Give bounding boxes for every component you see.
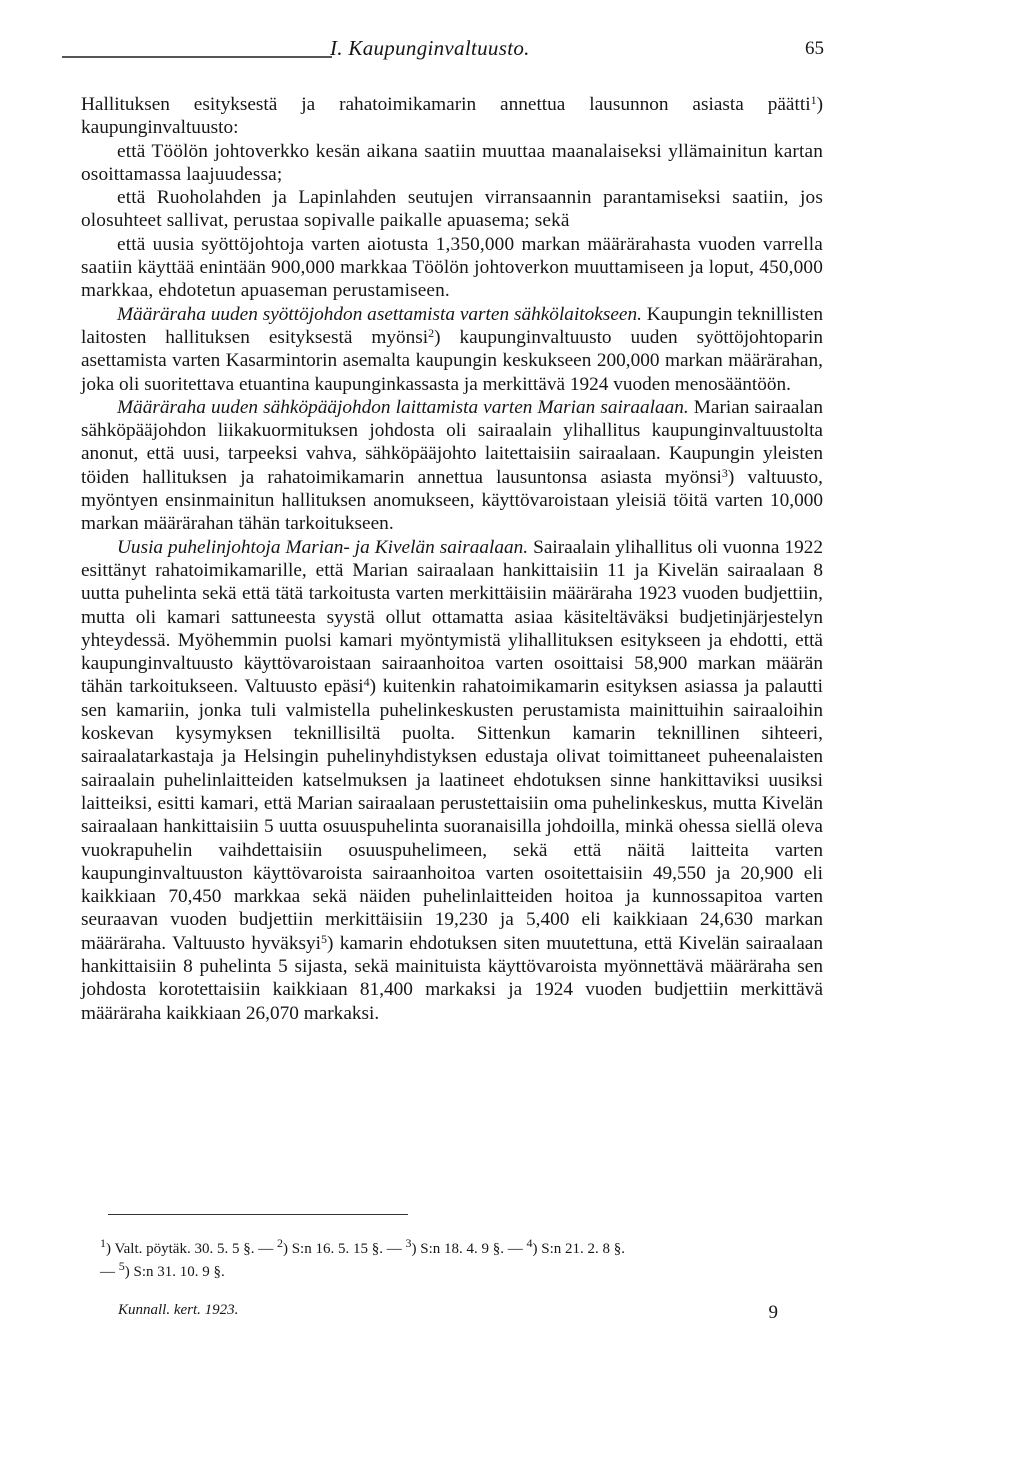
footnote-ref: 4 xyxy=(363,675,370,690)
footnote-dash: — xyxy=(100,1264,119,1280)
section-paragraph xyxy=(81,396,823,536)
footnotes xyxy=(100,1238,840,1284)
section-heading: Määräraha uuden syöttöjohdon asettamista varten sähkölaitokseen. xyxy=(117,303,642,325)
section-heading: Uusia puhelinjohtoja Marian- ja Kivelän sairaalaan. xyxy=(117,536,529,558)
intro-text: Hallituksen esityksestä ja rahatoimikamarin annettua lausunnon asiasta päätti xyxy=(81,94,811,115)
footnote-number: 5 xyxy=(118,1259,125,1273)
section-text: ) kaupunginvaltuusto uuden syöttöjohtoparin asettamista varten Kasarmintorin asemalta kaupungin keskukseen 200,000 markan määrärahan, joka oli suoritettava etuantina kaupunginkassasta ja merkittävä 1924 vuoden menosääntöön. xyxy=(81,326,823,395)
footnote-number: 1 xyxy=(100,1236,106,1250)
footnote-text: ) S:n 16. 5. 15 §. — xyxy=(282,1241,406,1257)
intro-paragraph xyxy=(81,93,823,140)
decision-clause: että Ruoholahden ja Lapinlahden seutujen virransaannin parantamiseksi saatiin, jos olosuhteet sallivat, perustaa sopivalle paikalle apuasema; sekä xyxy=(81,187,823,232)
section-text: Sairaalain ylihallitus oli vuonna 1922 esittänyt rahatoimikamarille, että Marian sairaalaan hankittaisiin 11 ja Kivelän sairaalaan 8 uutta puhelinta sekä että tätä tarkoitusta varten merkittäisiin määräraha 1923 vuoden budjettiin, mutta oli kamari sattuneesta syystä ollut ottamatta asiaa käsiteltäväksi budjetinjärjestelyn yhteydessä. Myöhemmin puolsi kamari myöntymistä ylihallituksen esitykseen ja ehdotti, että kaupunginvaltuusto käyttövaroistaan sairaanhoitoa varten osoittaisi 58,900 markan määrän tähän tarkoitukseen. Valtuusto epäsi xyxy=(81,536,823,698)
footnote-text: ) S:n 31. 10. 9 §. xyxy=(124,1264,225,1280)
header-rule xyxy=(62,56,332,58)
running-header xyxy=(62,34,822,74)
section-text: Kaupungin teknillisten laitosten hallituksen esityksestä myönsi xyxy=(81,303,823,348)
signature-mark: Kunnall. kert. 1923. xyxy=(118,1302,239,1318)
body-text xyxy=(81,93,823,1025)
section-paragraph xyxy=(81,303,823,396)
footnote-rule xyxy=(108,1214,408,1215)
page-footer xyxy=(118,1302,778,1332)
footnote-ref: 3 xyxy=(721,465,728,480)
running-title: I. Kaupunginvaltuusto. xyxy=(330,36,530,60)
intro-text-end: ) kaupunginvaltuusto: xyxy=(81,94,823,139)
footnote-text: ) S:n 18. 4. 9 §. — xyxy=(411,1241,527,1257)
footnote-ref: 1 xyxy=(810,93,817,107)
footnote-text: ) Valt. pöytäk. 30. 5. 5 §. — xyxy=(106,1241,277,1257)
section-heading: Määräraha uuden sähköpääjohdon laittamista varten Marian sairaalaan. xyxy=(117,396,689,418)
footnote-number: 3 xyxy=(405,1236,412,1250)
page-number: 65 xyxy=(805,38,824,59)
decision-clause: että uusia syöttöjohtoja varten aiotusta 1,350,000 markan määrärahasta vuoden varrella saatiin käyttää enintään 900,000 markkaa Töölön johtoverkon muuttamiseen ja loput, 450,000 markkaa, ehdotetun apuaseman perustamiseen. xyxy=(81,233,823,302)
footnote-number: 4 xyxy=(526,1236,533,1250)
decision-clause: että Töölön johtoverkko kesän aikana saatiin muuttaa maanalaiseksi yllämainitun kartan osoittamassa laajuudessa; xyxy=(81,140,823,185)
footnote-ref: 5 xyxy=(320,931,327,946)
footnote-text: ) S:n 21. 2. 8 §. xyxy=(532,1241,626,1257)
section-text: ) valtuusto, myöntyen ensinmainitun hallituksen anomukseen, käyttövaroistaan yleisiä töitä varten 10,000 markan määrärahan tähän tarkoitukseen. xyxy=(81,466,823,535)
footnote-ref: 2 xyxy=(428,325,435,340)
section-text: Marian sairaalan sähköpääjohdon liikakuormituksen johdosta oli sairaalain ylihallitus kaupunginvaltuustolta anonut, että uusi, tarpeeksi vahva, sähköpääjohto laitettaisiin sairaalaan. Kaupungin yleisten töiden hallituksen ja rahatoimikamarin annettua lausuntonsa asiasta myönsi xyxy=(81,396,823,488)
footnote-line xyxy=(100,1238,840,1261)
section-paragraph xyxy=(81,536,823,1025)
section-text: ) kamarin ehdotuksen siten muutettuna, että Kivelän sairaalaan hankittaisiin 8 puhelinta 5 sijasta, sekä mainituista käyttövaroista myönnettävä määräraha sen johdosta korotettaisiin kaikkiaan 81,400 markaksi ja 1924 vuoden budjettiin merkittävä määräraha kaikkiaan 26,070 markaksi. xyxy=(81,932,823,1024)
footnote-line xyxy=(100,1261,840,1284)
sheet-number: 9 xyxy=(768,1302,778,1323)
footnote-number: 2 xyxy=(276,1236,283,1250)
section-text: ) kuitenkin rahatoimikamarin esityksen asiassa ja palautti sen kamariin, jonka tuli valmistella puhelinkeskusten perustamista mainittuihin sairaaloihin koskevan kysymyksen teknillisiltä puolta. Sittenkun kamarin teknillinen sihteeri, sairaalatarkastaja ja Helsingin puhelinyhdistyksen edustaja olivat toimittaneet puheenalaisten sairaalain puhelinlaitteiden katselmuksen ja laatineet ehdotuksen sinne hankittaviksi uusiksi laitteiksi, esitti kamari, että Marian sairaalaan perustettaisiin oma puhelinkeskus, mutta Kivelän sairaalaan hankittaisiin 5 uutta osuuspuhelinta suoranaisilla johdoilla, minkä ohessa siellä oleva vuokrapuhelin vaihdettaisiin osuuspuhelimeen, sekä että näitä laitteita varten kaupunginvaltuuston käyttövaroista sairaanhoitoa varten osoitettaisiin 49,550 ja 20,900 eli kaikkiaan 70,450 markkaa sekä näiden puhelinlaitteiden hoitoa ja kunnossapitoa varten seuraavan vuoden budjettiin merkittäisiin 19,230 ja 5,400 eli kaikkiaan 24,630 markan määräraha. Valtuusto hyväksyi xyxy=(81,676,823,954)
